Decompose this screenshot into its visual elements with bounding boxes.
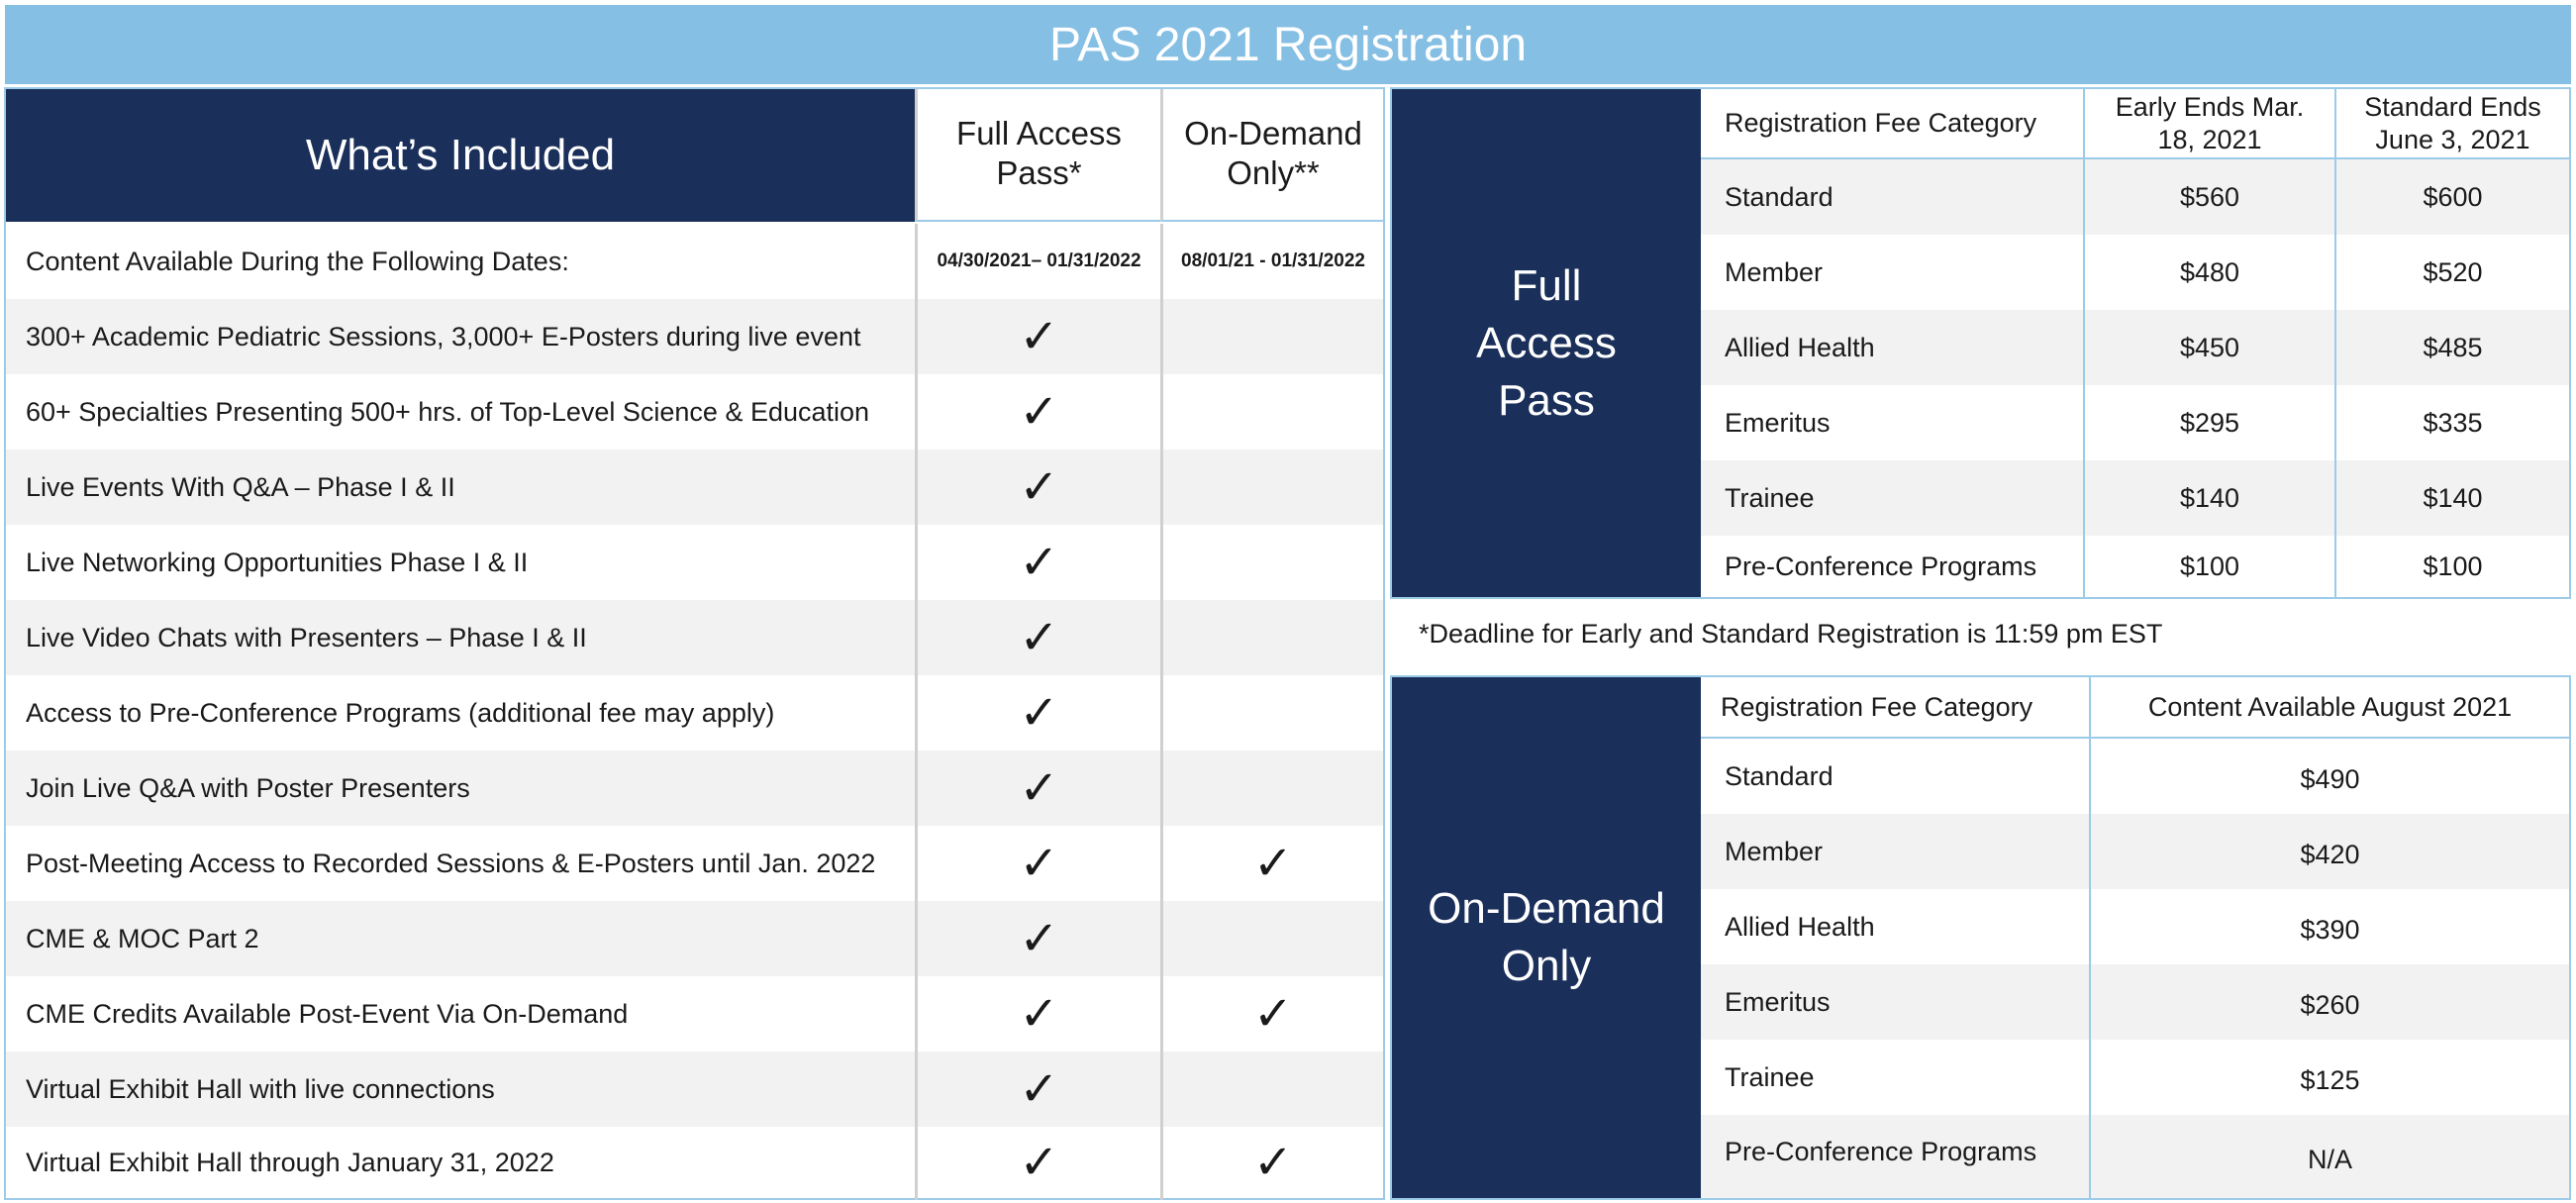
- on-demand-fee: $125: [2089, 1040, 2569, 1115]
- fee-row: [1701, 889, 2569, 964]
- fee-category: Standard: [1725, 760, 1833, 791]
- on-demand-label-text: On-Demand Only: [1428, 884, 1665, 990]
- fee-row: [1701, 159, 2569, 235]
- feature-label: Live Networking Opportunities Phase I & II: [26, 547, 529, 577]
- checkmark-icon: ✓: [915, 299, 1160, 374]
- early-fee: $480: [2083, 235, 2334, 310]
- feature-label: CME Credits Available Post-Event Via On-Demand: [26, 998, 629, 1029]
- table-row: [6, 299, 1383, 374]
- table-row: [6, 675, 1383, 751]
- standard-fee: $335: [2334, 385, 2569, 460]
- on-demand-fee: $490: [2089, 739, 2569, 814]
- feature-label: 300+ Academic Pediatric Sessions, 3,000+ E-Posters during live event: [26, 321, 861, 351]
- page-title: PAS 2021 Registration: [5, 5, 2571, 84]
- checkmark-icon: ✓: [915, 675, 1160, 751]
- fee-category: Member: [1725, 256, 1824, 287]
- feature-label: Live Events With Q&A – Phase I & II: [26, 471, 455, 502]
- fee-category: Pre-Conference Programs: [1725, 551, 2037, 581]
- registration-category-header: Registration Fee Category: [1721, 691, 2033, 722]
- on-demand-cell: [1160, 751, 1383, 826]
- table-row: [6, 1125, 1383, 1200]
- standard-fee: $600: [2334, 159, 2569, 235]
- on-demand-fee: $420: [2089, 814, 2569, 889]
- standard-fee: $520: [2334, 235, 2569, 310]
- feature-label: Post-Meeting Access to Recorded Sessions & E-Posters until Jan. 2022: [26, 848, 876, 878]
- early-fee: $450: [2083, 310, 2334, 385]
- standard-fee: $485: [2334, 310, 2569, 385]
- full-access-column-header: Full Access Pass*: [915, 89, 1160, 222]
- fee-row: [1701, 814, 2569, 889]
- full-access-label: [1392, 89, 1701, 597]
- on-demand-fee-table: [1390, 675, 2571, 1200]
- checkmark-icon: ✓: [915, 976, 1160, 1052]
- fee-row: [1701, 385, 2569, 460]
- checkmark-icon: ✓: [915, 374, 1160, 450]
- checkmark-icon: ✓: [915, 751, 1160, 826]
- checkmark-icon: ✓: [915, 826, 1160, 901]
- fee-row: [1701, 1115, 2569, 1198]
- checkmark-icon: ✓: [1160, 826, 1383, 901]
- on-demand-cell: [1160, 1052, 1383, 1127]
- table-row: [6, 224, 1383, 299]
- checkmark-icon: ✓: [1160, 1125, 1383, 1200]
- standard-column-header: [2334, 89, 2569, 157]
- on-demand-cell: [1160, 450, 1383, 525]
- whats-included-table: [4, 87, 1385, 1200]
- fee-category: Emeritus: [1725, 986, 1831, 1017]
- early-fee: $560: [2083, 159, 2334, 235]
- checkmark-icon: ✓: [915, 1125, 1160, 1200]
- checkmark-icon: ✓: [1160, 976, 1383, 1052]
- fee-category: Allied Health: [1725, 332, 1875, 362]
- fee-category: Member: [1725, 836, 1824, 866]
- on-demand-column-header: On-Demand Only**: [1160, 89, 1383, 222]
- table-row: [6, 1052, 1383, 1127]
- on-demand-cell: [1160, 675, 1383, 751]
- deadline-note: *Deadline for Early and Standard Registration is 11:59 pm EST: [1419, 619, 2163, 649]
- feature-label: Virtual Exhibit Hall through January 31, 2022: [26, 1147, 554, 1177]
- fee-category: Trainee: [1725, 1061, 1815, 1092]
- on-demand-fee-header: [1701, 677, 2569, 739]
- on-demand-cell: [1160, 901, 1383, 976]
- fee-category: Emeritus: [1725, 407, 1831, 438]
- fee-row: [1701, 460, 2569, 536]
- whats-included-heading: What’s Included: [6, 89, 915, 222]
- full-access-dates: 04/30/2021– 01/31/2022: [915, 224, 1160, 299]
- feature-label: Access to Pre-Conference Programs (additional fee may apply): [26, 697, 775, 728]
- early-fee: $100: [2083, 536, 2334, 597]
- fee-row: [1701, 235, 2569, 310]
- fee-category: Allied Health: [1725, 911, 1875, 942]
- early-header-text: Early Ends Mar. 18, 2021: [2115, 91, 2305, 154]
- checkmark-icon: ✓: [915, 1052, 1160, 1127]
- on-demand-dates: 08/01/21 - 01/31/2022: [1160, 224, 1383, 299]
- feature-label: CME & MOC Part 2: [26, 923, 259, 953]
- fee-category: Standard: [1725, 181, 1833, 212]
- on-demand-cell: [1160, 600, 1383, 675]
- content-available-header: Content Available August 2021: [2089, 677, 2569, 737]
- on-demand-fee: N/A: [2089, 1115, 2569, 1198]
- checkmark-icon: ✓: [915, 901, 1160, 976]
- table-row: [6, 450, 1383, 525]
- table-row: [6, 525, 1383, 600]
- checkmark-icon: ✓: [915, 450, 1160, 525]
- feature-label: 60+ Specialties Presenting 500+ hrs. of Top-Level Science & Education: [26, 396, 870, 427]
- standard-fee: $140: [2334, 460, 2569, 536]
- feature-label: Live Video Chats with Presenters – Phase I & II: [26, 622, 587, 652]
- table-row: [6, 826, 1383, 901]
- registration-category-header: Registration Fee Category: [1725, 108, 2037, 138]
- feature-label: Virtual Exhibit Hall with live connections: [26, 1073, 495, 1104]
- on-demand-cell: [1160, 374, 1383, 450]
- table-row: [6, 751, 1383, 826]
- table-row: [6, 374, 1383, 450]
- fee-row: [1701, 310, 2569, 385]
- fee-row: [1701, 536, 2569, 597]
- fee-row: [1701, 964, 2569, 1040]
- early-fee: $295: [2083, 385, 2334, 460]
- table-row: [6, 976, 1383, 1052]
- on-demand-fee: $390: [2089, 889, 2569, 964]
- whats-included-header: [6, 89, 1383, 222]
- on-demand-fee: $260: [2089, 964, 2569, 1040]
- early-fee: $140: [2083, 460, 2334, 536]
- table-row: [6, 901, 1383, 976]
- table-row: [6, 600, 1383, 675]
- feature-label: Join Live Q&A with Poster Presenters: [26, 772, 470, 803]
- standard-fee: $100: [2334, 536, 2569, 597]
- standard-header-text: Standard Ends June 3, 2021: [2364, 91, 2541, 154]
- full-access-fee-table: [1390, 87, 2571, 599]
- checkmark-icon: ✓: [915, 525, 1160, 600]
- fee-category: Trainee: [1725, 482, 1815, 513]
- fee-row: [1701, 739, 2569, 814]
- feature-label: Content Available During the Following Dates:: [26, 246, 569, 276]
- checkmark-icon: ✓: [915, 600, 1160, 675]
- full-access-label-text: Full Access Pass: [1476, 260, 1617, 425]
- early-column-header: [2083, 89, 2334, 157]
- fee-category: Pre-Conference Programs: [1725, 1136, 2037, 1166]
- fee-row: [1701, 1040, 2569, 1115]
- on-demand-label: [1392, 677, 1701, 1198]
- on-demand-cell: [1160, 525, 1383, 600]
- on-demand-cell: [1160, 299, 1383, 374]
- full-access-fee-header: [1701, 89, 2569, 159]
